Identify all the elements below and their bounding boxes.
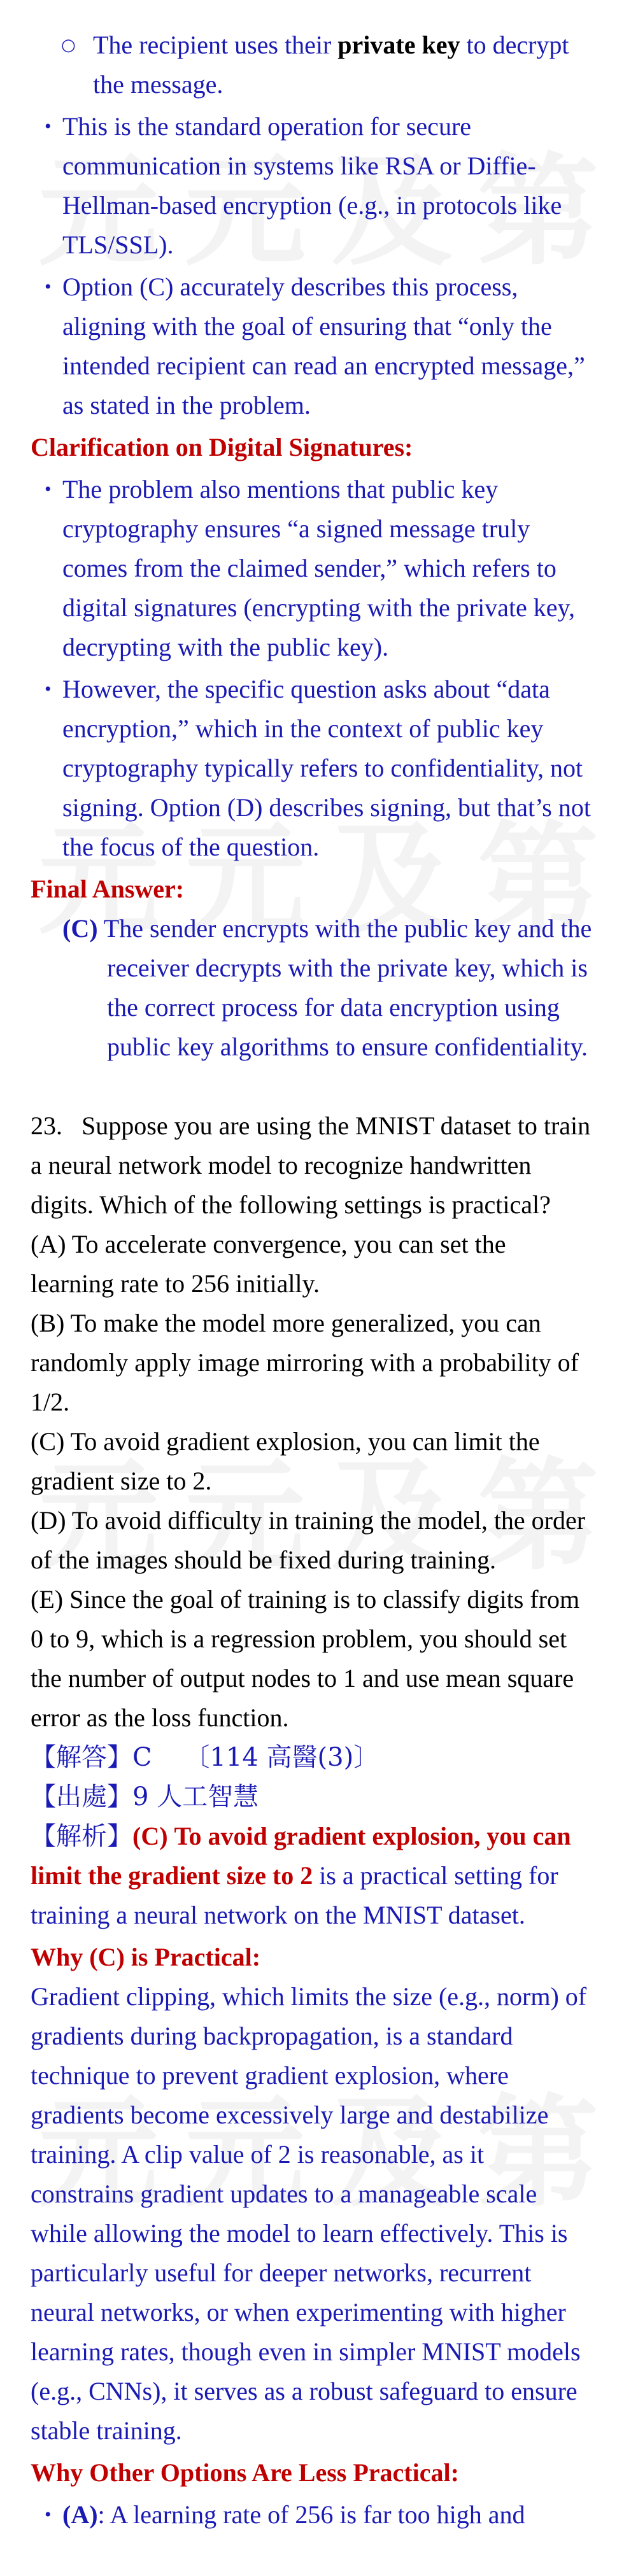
source-line: 【出處】9 人工智慧 <box>31 1782 259 1812</box>
why-c-heading: Why (C) is Practical: <box>31 1943 261 1971</box>
question-stem: 23. Suppose you are using the MNIST dataset to train a neural network model to recognize handwritten digits. Which of the following settings is practical? <box>31 1111 591 1219</box>
bullet-icon: • <box>45 116 52 137</box>
bullet-icon: • <box>45 479 52 500</box>
bold-term: private key <box>337 31 460 59</box>
final-answer-heading: Final Answer: <box>31 875 185 903</box>
option-e: (E) Since the goal of training is to classify digits from 0 to 9, which is a regression problem, you should set the number of output nodes to 1 and use mean square error as the loss function. <box>31 1585 580 1732</box>
option-label: (A) <box>62 2500 98 2529</box>
sub-bullet-private-key: ○ The recipient uses their private key to decrypt the message. <box>31 25 593 104</box>
bullet-item: • Option (C) accurately describes this process, aligning with the goal of ensuring that “only the intended recipient can read an encrypted message,” as stated in the problem. <box>31 267 593 425</box>
bullet-item: • (A): A learning rate of 256 is far too high and <box>31 2495 593 2535</box>
option-a: (A) To accelerate convergence, you can set the learning rate to 256 initially. <box>31 1230 506 1298</box>
bullet-item: • The problem also mentions that public key cryptography ensures “a signed message truly comes from the claimed sender,” which refers to digital signatures (encrypting with the private key, decrypting with the public key). <box>31 470 593 667</box>
bullet-item: • However, the specific question asks about “data encryption,” which in the context of public key cryptography typically refers to confidentiality, not signing. Option (D) describes signing, but that’s not the focus of the question. <box>31 670 593 867</box>
why-others-heading: Why Other Options Are Less Practical: <box>31 2458 459 2487</box>
bullet-icon: • <box>45 679 52 700</box>
answer-source: 〔114 高醫(3)〕 <box>184 1743 379 1772</box>
circle-bullet-icon: ○ <box>61 36 76 55</box>
bullet-icon: • <box>45 276 52 297</box>
final-answer-choice: (C) <box>62 914 98 943</box>
section-heading: Clarification on Digital Signatures: <box>31 433 413 461</box>
why-c-paragraph: Gradient clipping, which limits the size (e.g., norm) of gradients during backpropagation, is a standard technique to prevent gradient explosion, where gradients become excessively large and destabilize training. A clip value of 2 is reasonable, as it constrains gradient updates to a manageable scale while allowing the model to learn effectively. This is particularly useful for deeper networks, recurrent neural networks, or when experimenting with higher learning rates, though even in simpler MNIST models (e.g., CNNs), it serves as a robust safeguard to ensure stable training. <box>31 1982 587 2445</box>
analysis-highlight: (C) To avoid gradient explosion, you can limit the gradient size to 2 <box>31 1822 571 1890</box>
bullet-icon: • <box>45 2504 52 2525</box>
option-d: (D) To avoid difficulty in training the model, the order of the images should be fixed during training. <box>31 1506 586 1574</box>
final-answer-text: (C) The sender encrypts with the public key and the receiver decrypts with the private key, which is the correct process for data encryption using public key algorithms to ensure confidentiality. <box>62 914 592 1061</box>
bullet-item: • This is the standard operation for secure communication in systems like RSA or Diffie-Hellman-based encryption (e.g., in protocols like TLS/SSL). <box>31 107 593 265</box>
option-c: (C) To avoid gradient explosion, you can limit the gradient size to 2. <box>31 1427 540 1495</box>
question-number: 23. <box>31 1111 62 1140</box>
answer-value: C <box>132 1743 152 1772</box>
answer-line: 【解答】C 〔114 高醫(3)〕 <box>31 1743 379 1772</box>
option-b: (B) To make the model more generalized, you can randomly apply image mirroring with a probability of 1/2. <box>31 1309 579 1416</box>
analysis-paragraph: 【解析】(C) To avoid gradient explosion, you can limit the gradient size to 2 is a practical setting for training a neural network on the MNIST dataset. <box>31 1822 571 1929</box>
